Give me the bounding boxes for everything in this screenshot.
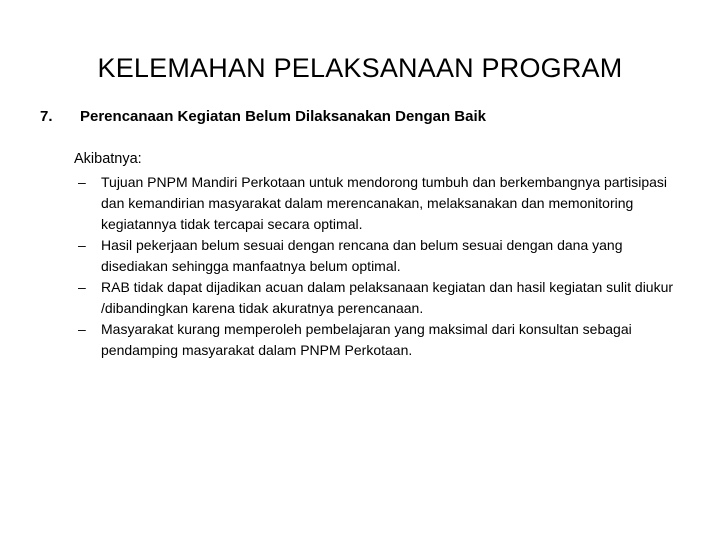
- dash-bullet: –: [78, 321, 86, 337]
- list-item-text: Masyarakat kurang memperoleh pembelajaran yang maksimal dari konsultan sebagai pendamping masyarakat dalam PNPM Perkotaan.: [101, 321, 632, 358]
- list-item: [78, 172, 688, 235]
- list-item-text: Hasil pekerjaan belum sesuai dengan rencana dan belum sesuai dengan dana yang disediakan sehingga manfaatnya belum optimal.: [101, 237, 623, 274]
- list-item-text: RAB tidak dapat dijadikan acuan dalam pelaksanaan kegiatan dan hasil kegiatan sulit diukur /dibandingkan karena tidak akuratnya perencanaan.: [101, 279, 674, 316]
- list-item-text: Tujuan PNPM Mandiri Perkotaan untuk mendorong tumbuh dan berkembangnya partisipasi dan kemandirian masyarakat dalam merencanakan, melaksanakan dan memonitoring kegiatannya tidak tercapai secara optimal.: [101, 174, 668, 232]
- dash-bullet: –: [78, 279, 86, 295]
- item-number: 7.: [40, 108, 53, 125]
- list-item: [78, 235, 688, 277]
- effect-label: Akibatnya:: [74, 151, 142, 167]
- list-item: [78, 319, 688, 361]
- slide-title: KELEMAHAN PELAKSANAAN PROGRAM: [97, 53, 623, 83]
- dash-bullet: –: [78, 237, 86, 253]
- dash-bullet: –: [78, 174, 86, 190]
- effect-list: [78, 172, 688, 361]
- list-item: [78, 277, 688, 319]
- item-heading: Perencanaan Kegiatan Belum Dilaksanakan Dengan Baik: [80, 108, 486, 125]
